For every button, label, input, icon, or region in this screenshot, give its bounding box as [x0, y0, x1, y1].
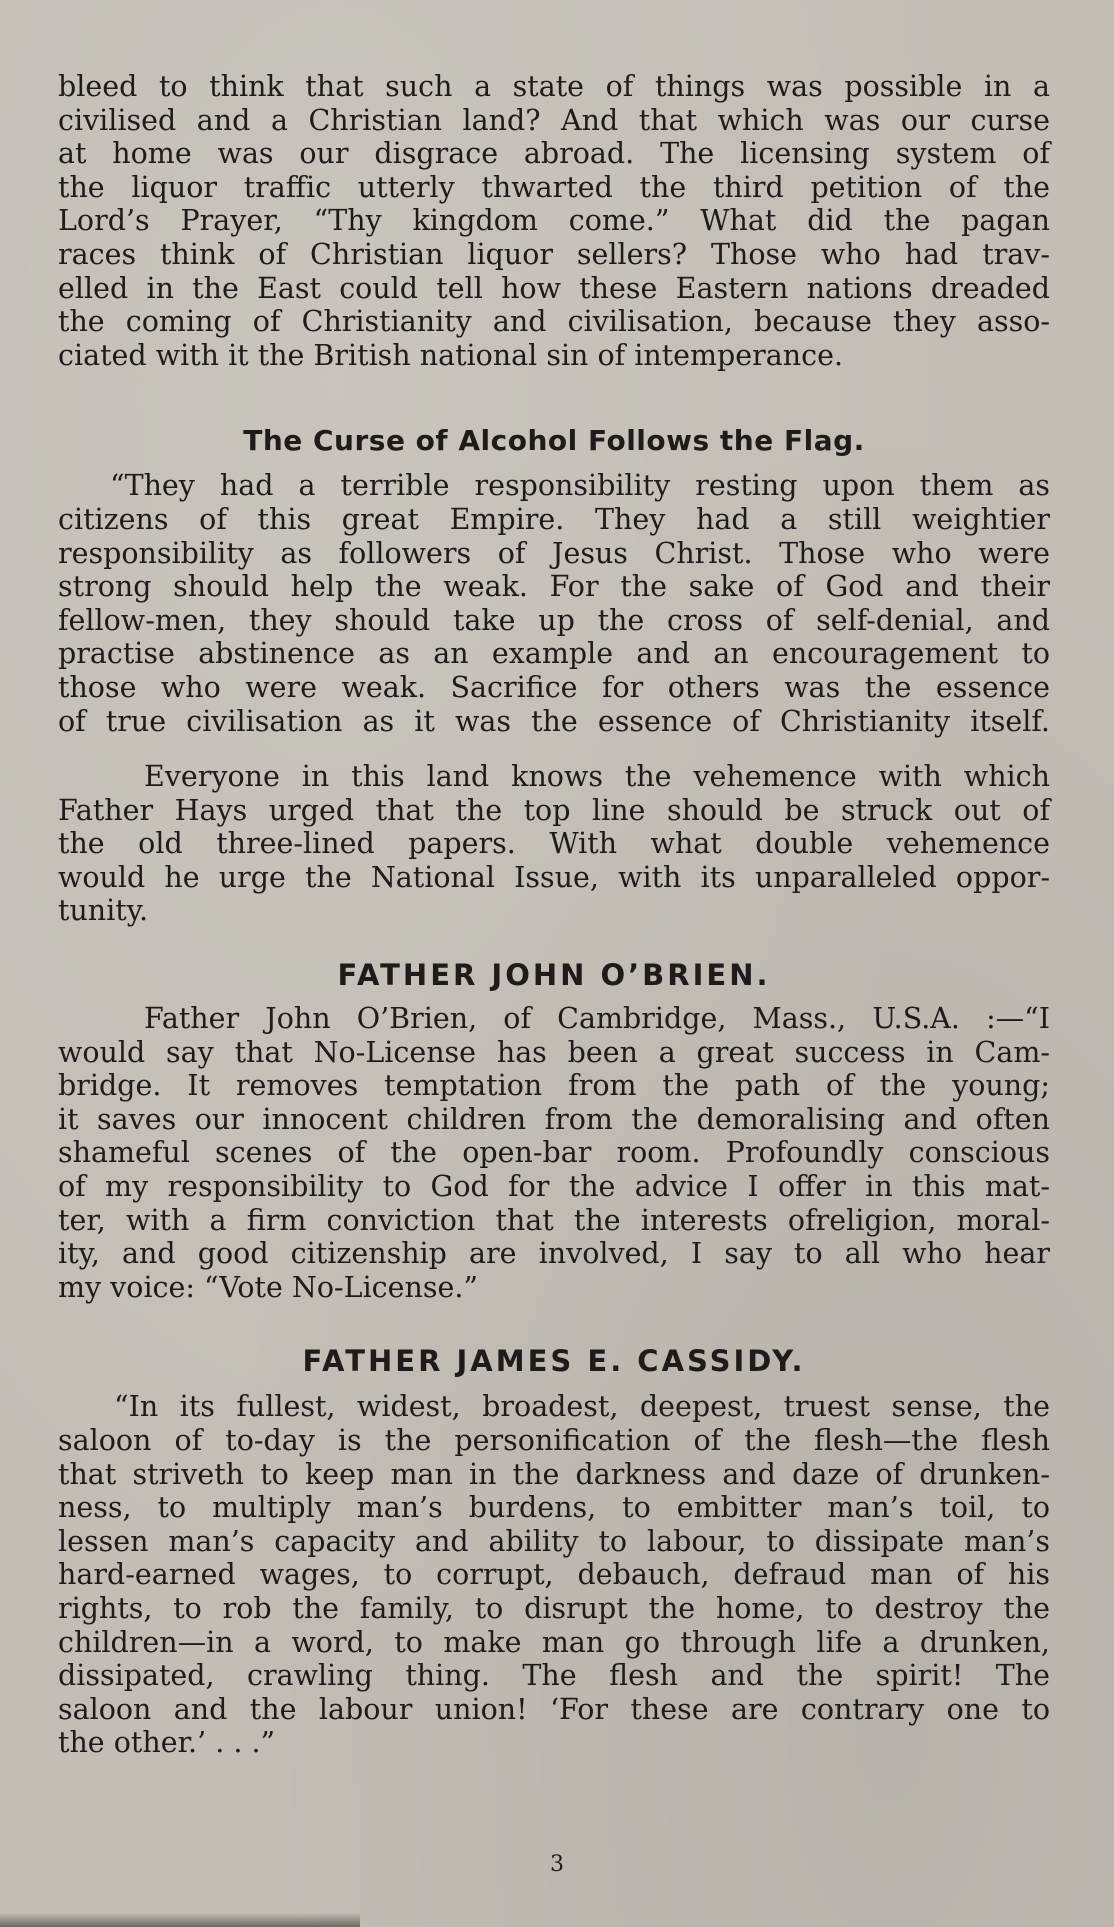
text-line: ness, to multiply man’s burdens, to embitter man’s toil, to	[58, 1491, 1050, 1525]
section-heading-father-john-obrien: FATHER JOHN O’BRIEN.	[337, 958, 771, 993]
text-line: responsibility as followers of Jesus Christ. Those who were	[58, 536, 1050, 570]
text-line: tunity.	[58, 894, 149, 928]
text-line: Everyone in this land knows the vehemence with which	[144, 760, 1050, 794]
text-line: would say that No-License has been a great success in Cam-	[58, 1035, 1050, 1069]
paragraph-responsibility	[58, 469, 1050, 738]
text-line: children—in a word, to make man go through life a drunken,	[58, 1625, 1050, 1659]
text-line: strong should help the weak. For the sake of God and their	[58, 570, 1050, 604]
text-line: the liquor traffic utterly thwarted the third petition of the	[58, 170, 1050, 204]
paragraph-obrien-quote	[58, 1002, 1050, 1304]
text-line: practise abstinence as an example and an encouragement to	[58, 637, 1050, 671]
text-line: that striveth to keep man in the darkness and daze of drunken-	[58, 1457, 1050, 1491]
text-line: races think of Christian liquor sellers? Those who had trav-	[58, 237, 1050, 271]
text-line: the old three-lined papers. With what double vehemence	[58, 827, 1050, 861]
text-line: of true civilisation as it was the essence of Christianity itself.	[58, 704, 1050, 738]
text-line: saloon and the labour union! ‘For these are contrary one to	[58, 1692, 1050, 1726]
text-line: civilised and a Christian land? And that which was our curse	[58, 103, 1050, 137]
text-line: at home was our disgrace abroad. The licensing system of	[58, 137, 1050, 171]
text-line: dissipated, crawling thing. The flesh and the spirit! The	[58, 1659, 1050, 1693]
text-line: Lord’s Prayer, “Thy kingdom come.” What did the pagan	[58, 204, 1050, 238]
text-line: Father John O’Brien, of Cambridge, Mass., U.S.A. :—“I	[144, 1002, 1050, 1036]
text-line: fellow-men, they should take up the cross of self-denial, and	[58, 603, 1050, 637]
text-line: citizens of this great Empire. They had a still weightier	[58, 502, 1050, 536]
text-line: Father Hays urged that the top line should be struck out of	[58, 793, 1050, 827]
text-line: hard-earned wages, to corrupt, debauch, defraud man of his	[58, 1558, 1050, 1592]
section-heading-curse-of-alcohol: The Curse of Alcohol Follows the Flag.	[243, 424, 865, 458]
text-line: bridge. It removes temptation from the path of the young;	[58, 1069, 1050, 1103]
paragraph-everyone	[58, 760, 1050, 928]
paragraph-gap	[58, 738, 1050, 760]
paragraph-intro	[58, 70, 1050, 372]
text-line: rights, to rob the family, to disrupt the home, to destroy the	[58, 1591, 1050, 1625]
text-line: my voice: “Vote No-License.”	[58, 1270, 478, 1304]
paragraph-cassidy-quote	[58, 1390, 1050, 1760]
text-line: of my responsibility to God for the advice I offer in this mat-	[58, 1170, 1050, 1204]
text-line: would he urge the National Issue, with its unparalleled oppor-	[58, 860, 1050, 894]
text-line: the other.’ . . .”	[58, 1726, 276, 1760]
text-line: ciated with it the British national sin of intemperance.	[58, 338, 844, 372]
text-line: “In its fullest, widest, broadest, deepest, truest sense, the	[114, 1390, 1050, 1424]
text-line: it saves our innocent children from the demoralising and often	[58, 1102, 1050, 1136]
text-line: elled in the East could tell how these Eastern nations dreaded	[58, 271, 1050, 305]
text-line: “They had a terrible responsibility resting upon them as	[110, 469, 1050, 503]
text-line: bleed to think that such a state of things was possible in a	[58, 70, 1050, 103]
text-line: the coming of Christianity and civilisation, because they asso-	[58, 305, 1050, 339]
page-content	[58, 70, 1050, 1760]
section-heading-father-james-cassidy: FATHER JAMES E. CASSIDY.	[302, 1344, 806, 1379]
text-line: shameful scenes of the open-bar room. Profoundly conscious	[58, 1136, 1050, 1170]
page-number: 3	[550, 1852, 564, 1877]
text-line: lessen man’s capacity and ability to labour, to dissipate man’s	[58, 1524, 1050, 1558]
text-line: ter, with a firm conviction that the interests ofreligion, moral-	[58, 1203, 1050, 1237]
page-edge-shadow	[0, 1913, 360, 1927]
text-line: ity, and good citizenship are involved, I say to all who hear	[58, 1237, 1050, 1271]
text-line: those who were weak. Sacrifice for others was the essence	[58, 670, 1050, 704]
text-line: saloon of to-day is the personification of the flesh—the flesh	[58, 1424, 1050, 1457]
